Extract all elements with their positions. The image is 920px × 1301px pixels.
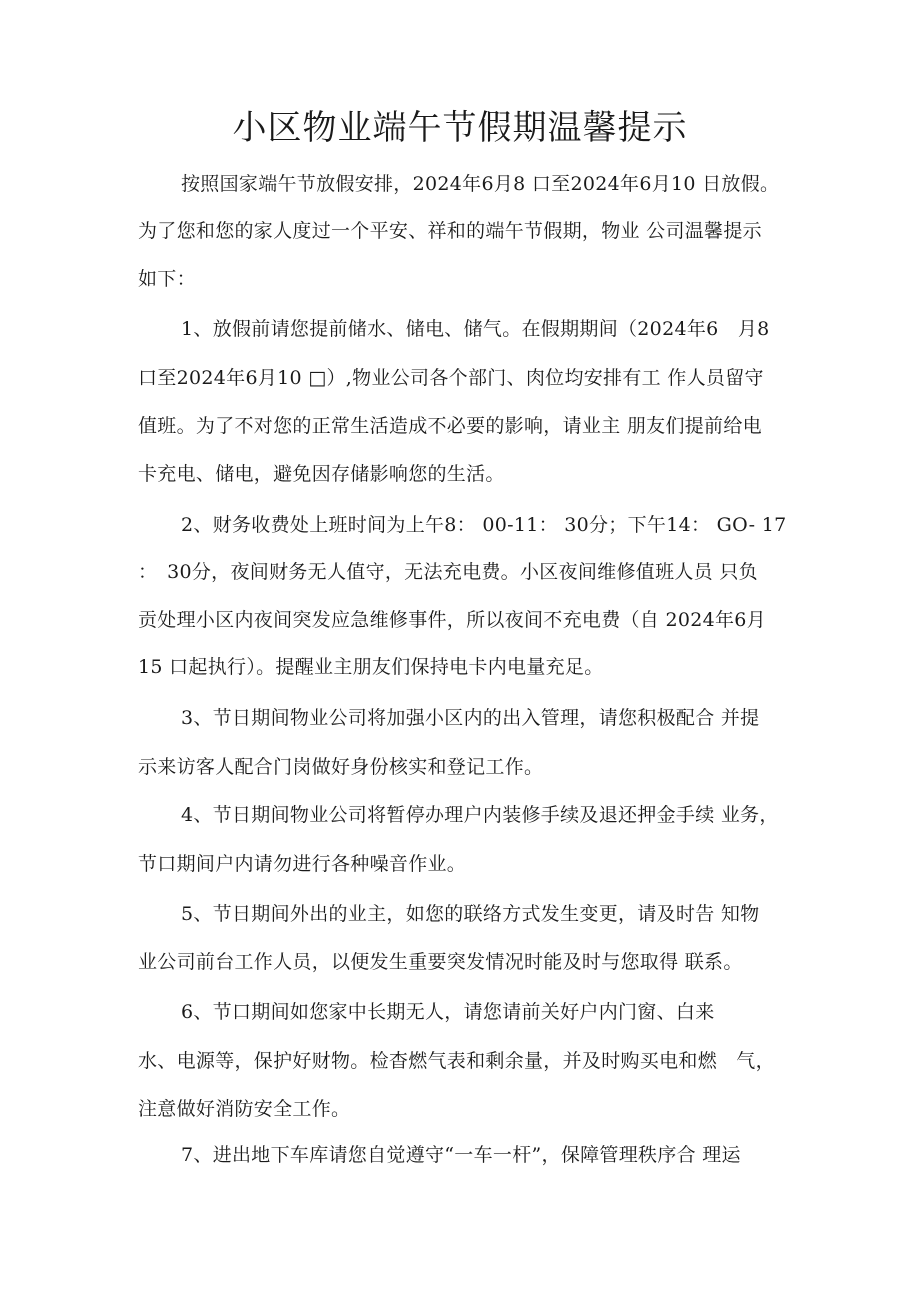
item-5-line-2: 业公司前台工作人员，以便发生重要突发情况时能及时与您取得 联系。 xyxy=(138,951,743,973)
paragraph-intro-line-3: 如下： xyxy=(138,268,196,290)
item-1-line-3: 值班。为了不对您的正常生活造成不必要的影响，请业主 朋友们提前给电 xyxy=(138,415,762,437)
page-title: 小区物业端午节假期温馨提示 xyxy=(232,108,688,148)
item-6-line-2: 水、电源等，保护好财物。检杳燃气表和剩余量，并及时购买电和燃 气， xyxy=(138,1050,775,1072)
item-2-line-2: ： 30分，夜间财务无人值守，无法充电费。小区夜间维修值班人员 只负 xyxy=(138,561,758,583)
item-2-line-1: 2、财务收费处上班时间为上午8： 00-11： 30分；下午14： GO- 17 xyxy=(181,514,787,536)
item-6-line-1: 6、节口期间如您家中长期无人，请您请前关好户内门窗、白来 xyxy=(181,1001,715,1023)
item-5-line-1: 5、节日期间外出的业主，如您的联络方式发生变更，请及时告 知物 xyxy=(181,903,760,925)
item-3-line-1: 3、节日期间物业公司将加强小区内的出入管理，请您积极配合 并提 xyxy=(181,707,760,729)
paragraph-intro-line-1: 按照国家端午节放假安排，2024年6月8 口至2024年6月10 日放假。 xyxy=(181,173,780,195)
item-3-line-2: 示来访客人配合门岗做好身份核实和登记工作。 xyxy=(138,756,544,778)
item-1-line-4: 卡充电、储电，避免因存储影响您的生活。 xyxy=(138,463,505,485)
item-1-line-2: 口至2024年6月10 □）,物业公司各个部门、肉位均安排有工 作人员留守 xyxy=(138,367,764,389)
item-4-line-1: 4、节日期间物业公司将暂停办理户内装修手续及退还押金手续 业务， xyxy=(181,804,779,826)
item-1-line-1: 1、放假前请您提前储水、储电、储气。在假期期间（2024年6 月8 xyxy=(181,318,770,340)
item-4-line-2: 节口期间户内请勿进行各种噪音作业。 xyxy=(138,853,467,875)
item-6-line-3: 注意做好消防安全工作。 xyxy=(138,1098,351,1120)
paragraph-intro-line-2: 为了您和您的家人度过一个平安、祥和的端午节假期，物业 公司温馨提示 xyxy=(138,220,762,242)
item-2-line-4: 15 口起执行）。提醒业主朋友们保持电卡内电量充足。 xyxy=(138,656,604,678)
item-7-line-1: 7、进出地下车库请您自觉遵守“一车一杆”，保障管理秩序合 理运 xyxy=(181,1144,741,1166)
item-2-line-3: 贡处理小区内夜间突发应急维修事件，所以夜间不充电费（自 2024年6月 xyxy=(138,609,766,631)
